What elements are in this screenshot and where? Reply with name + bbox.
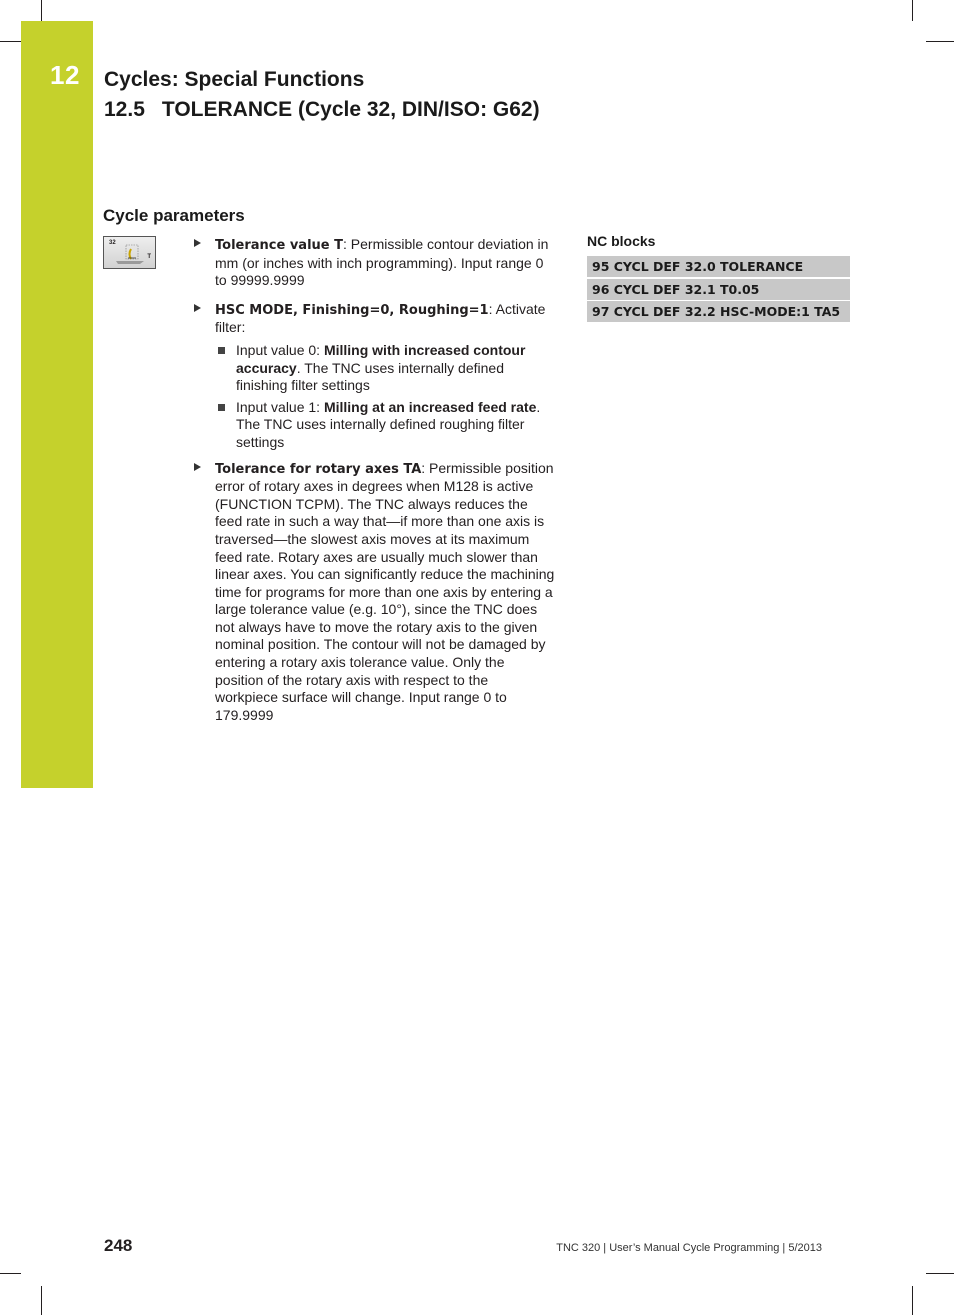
subitem-bold: Milling at an increased feed rate bbox=[323, 398, 537, 415]
subitem-suffix: . The TNC uses internally defined roughing filter settings bbox=[236, 398, 541, 450]
subitem-bold: Milling with increased contour accuracy bbox=[236, 341, 526, 376]
square-bullet-icon bbox=[218, 347, 225, 354]
subitem-prefix: Input value 0: bbox=[236, 341, 324, 358]
crop-mark bbox=[41, 0, 42, 21]
param-name: HSC MODE, Finishing=0, Roughing=1 bbox=[215, 302, 489, 318]
softkey-number: 32 bbox=[109, 240, 116, 246]
param-tolerance-ta bbox=[215, 460, 555, 725]
param-hsc-mode bbox=[215, 301, 555, 452]
crop-mark bbox=[912, 1286, 913, 1315]
nc-block-row: 97 CYCL DEF 32.2 HSC-MODE:1 TA5 bbox=[587, 301, 850, 322]
list-item bbox=[236, 342, 555, 395]
arrow-bullet-icon bbox=[194, 239, 201, 247]
nc-block-row: 95 CYCL DEF 32.0 TOLERANCE bbox=[587, 256, 850, 277]
section-title bbox=[104, 98, 540, 122]
crop-mark bbox=[912, 0, 913, 21]
subheading: Cycle parameters bbox=[103, 206, 245, 225]
param-name: Tolerance value T bbox=[215, 238, 344, 253]
arrow-bullet-icon bbox=[194, 304, 201, 312]
chapter-title: Cycles: Special Functions bbox=[104, 68, 365, 91]
page-number: 248 bbox=[104, 1236, 133, 1255]
section-number: 12.5 bbox=[104, 98, 145, 121]
crop-mark bbox=[926, 41, 954, 42]
arrow-bullet-icon bbox=[194, 463, 201, 471]
crop-mark bbox=[0, 1273, 21, 1274]
subitem-prefix: Input value 1: bbox=[236, 398, 324, 415]
param-description: : Activate filter: bbox=[215, 300, 546, 336]
list-item bbox=[236, 399, 555, 452]
nc-blocks-title: NC blocks bbox=[587, 233, 656, 249]
section-title-text: TOLERANCE (Cycle 32, DIN/ISO: G62) bbox=[161, 98, 540, 121]
square-bullet-icon bbox=[218, 404, 225, 411]
param-tolerance-t bbox=[215, 236, 555, 290]
tolerance-cycle-softkey-icon bbox=[103, 236, 156, 269]
subitem-suffix: . The TNC uses internally defined finishing filter settings bbox=[236, 359, 504, 394]
chapter-number: 12 bbox=[50, 60, 80, 90]
chapter-sidebar bbox=[21, 21, 93, 788]
footer-text: TNC 320 | User’s Manual Cycle Programming | 5/2013 bbox=[556, 1242, 822, 1254]
crop-mark bbox=[41, 1286, 42, 1315]
param-description: : Permissible contour deviation in mm (or inches with inch programming). Input range 0 to 99999.9999 bbox=[215, 236, 549, 289]
parameter-list bbox=[215, 236, 555, 734]
softkey-label: T bbox=[147, 254, 151, 260]
param-name: Tolerance for rotary axes TA bbox=[215, 461, 422, 477]
crop-mark bbox=[0, 41, 21, 42]
nc-block-row: 96 CYCL DEF 32.1 T0.05 bbox=[587, 279, 850, 300]
crop-mark bbox=[926, 1273, 954, 1274]
param-description: : Permissible position error of rotary axes in degrees when M128 is active (FUNCTION TCPM). The TNC always reduces the feed rate in such a way that—if more than one axis is traversed—the slowest axis moves at its maximum feed rate. Rotary axes are usually much slower than linear axes. You can significantly reduce the machining time for programs for more than one axis by entering a large tolerance value (e.g. 10°), since the TNC does not always have to move the rotary axis to the given nominal position. The contour will not be damaged by entering a rotary axis tolerance value. Only the position of the rotary axis with respect to the workpiece surface will change. Input range 0 to 179.9999 bbox=[215, 459, 555, 723]
